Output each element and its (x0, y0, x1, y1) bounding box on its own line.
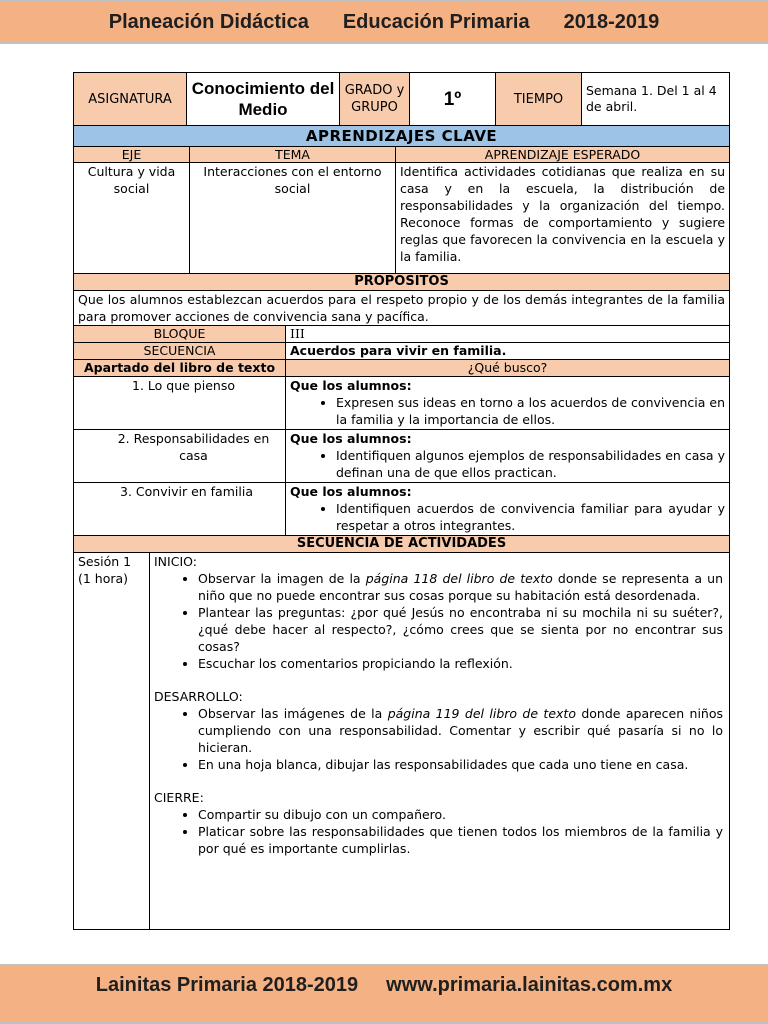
tiempo-value: Semana 1. Del 1 al 4 de abril. (582, 73, 730, 126)
footer-banner (0, 964, 768, 1024)
apartado-name-cell (74, 483, 286, 536)
apartado-goal-cell (286, 430, 730, 483)
eje-label: EJE (74, 147, 190, 163)
eje-value: Cultura y vida social (74, 163, 190, 274)
book-page-ref: página 119 del libro de texto (387, 706, 576, 721)
apartado-goal-cell (286, 483, 730, 536)
aprendizajes-title: APRENDIZAJES CLAVE (74, 126, 730, 147)
apartado-name: Responsabilidades en casa (133, 431, 270, 463)
goal-item: • Identifiquen algunos ejemplos de responsabilidades en casa y definan una de que ellos practican. (336, 447, 725, 481)
tema-label: TEMA (190, 147, 396, 163)
apartado-row (74, 430, 730, 483)
apartado-name-cell (74, 377, 286, 430)
propositos-text: Que los alumnos establezcan acuerdos para el respeto propio y de los demás integrantes de la familia para promover acciones de convivencia sana y pacífica. (74, 291, 730, 326)
session-cell (74, 553, 150, 930)
bloque-label: BLOQUE (74, 326, 286, 343)
apartado-name: Convivir en familia (135, 484, 253, 499)
session-time: (1 hora) (78, 571, 129, 586)
asignatura-label: ASIGNATURA (74, 73, 187, 126)
activities-cell (150, 553, 730, 930)
propositos-title: PROPÓSITOS (74, 274, 730, 291)
apartado-name: Lo que pienso (147, 378, 235, 393)
goal-item: • Identifiquen acuerdos de convivencia familiar para ayudar y respetar a otros integrantes. (336, 500, 725, 534)
header-level: Educación Primaria (342, 10, 530, 33)
desarrollo-section (154, 688, 725, 773)
grado-value: 1º (410, 73, 496, 126)
tema-value: Interacciones con el entorno social (190, 163, 396, 274)
desarrollo-label: DESARROLLO: (154, 689, 243, 704)
apartado-num: 2. (117, 431, 130, 446)
inicio-label: INICIO: (154, 554, 197, 569)
apartado-row (74, 483, 730, 536)
esperado-label: APRENDIZAJE ESPERADO (396, 147, 730, 163)
inicio-item: • Escuchar los comentarios propiciando la reflexión. (198, 655, 723, 672)
goal-item: • Expresen sus ideas en torno a los acuerdos de convivencia en la familia y la importancia de ellos. (336, 394, 725, 428)
apartado-num: 1. (132, 378, 144, 393)
desarrollo-item: • Observar las imágenes de la página 119 del libro de texto donde aparecen niños cumpliendo con una responsabilidad. Comentar y escribir qué pasaría si no lo hicieran. (198, 705, 723, 756)
grado-label: GRADO y GRUPO (340, 73, 410, 126)
bloque-value: III (286, 326, 730, 343)
secuencia-label: SECUENCIA (74, 343, 286, 360)
cierre-item: • Compartir su dibujo con un compañero. (198, 806, 723, 823)
plan-table (73, 125, 730, 930)
quebusco-header: ¿Qué busco? (286, 360, 730, 377)
header-title: Planeación Didáctica (108, 10, 309, 33)
apartado-row (74, 377, 730, 430)
header-year: 2018-2019 (563, 10, 660, 33)
session-label: Sesión 1 (78, 554, 132, 569)
asignatura-value: Conocimiento del Medio (187, 73, 340, 126)
book-page-ref: página 118 del libro de texto (365, 571, 553, 586)
inicio-section (154, 553, 725, 672)
goal-lead: Que los alumnos: (290, 484, 412, 499)
cierre-section (154, 789, 725, 857)
goal-lead: Que los alumnos: (290, 378, 412, 393)
footer-site-name: Lainitas Primaria 2018-2019 (95, 974, 359, 996)
apartado-goal-cell (286, 377, 730, 430)
footer-url: www.primaria.lainitas.com.mx (386, 974, 673, 996)
apartado-num: 3. (120, 484, 132, 499)
header-banner (0, 0, 768, 44)
apartado-name-cell (74, 430, 286, 483)
desarrollo-item: • En una hoja blanca, dibujar las responsabilidades que cada uno tiene en casa. (198, 756, 723, 773)
info-table (73, 72, 730, 126)
cierre-item: • Platicar sobre las responsabilidades que tienen todos los miembros de la familia y por qué es importante cumplirlas. (198, 823, 723, 857)
esperado-value: Identifica actividades cotidianas que realiza en su casa y en la escuela, la distribución de responsabilidades y la organización del tiempo. Reconoce formas de comportamiento y sugiere reglas que favorecen la convivencia en la escuela y la familia. (396, 163, 730, 274)
cierre-label: CIERRE: (154, 790, 204, 805)
secuencia-value: Acuerdos para vivir en familia. (286, 343, 730, 360)
inicio-item: • Observar la imagen de la página 118 del libro de texto donde se representa a un niño que no puede encontrar sus cosas porque su habitación está desordenada. (198, 570, 723, 604)
tiempo-label: TIEMPO (496, 73, 582, 126)
inicio-item: • Plantear las preguntas: ¿por qué Jesús no encontraba ni su mochila ni su suéter?, ¿qué debe hacer al respecto?, ¿cómo crees que se sienta por no encontrar sus cosas? (198, 604, 723, 655)
apartado-header: Apartado del libro de texto (74, 360, 286, 377)
actividades-title: SECUENCIA DE ACTIVIDADES (74, 536, 730, 553)
goal-lead: Que los alumnos: (290, 431, 412, 446)
